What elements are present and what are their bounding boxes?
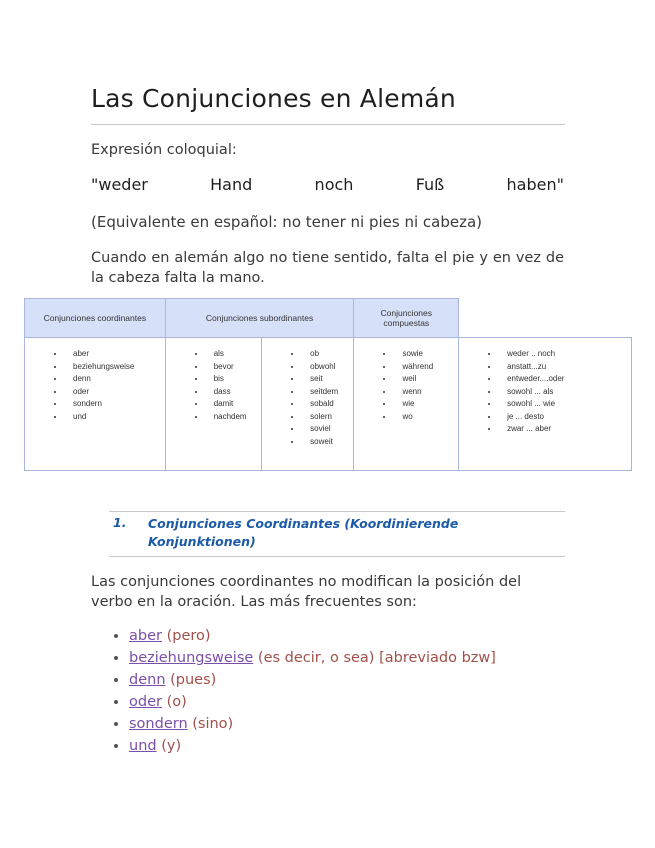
conjunction-link[interactable]: sondern (129, 716, 188, 732)
expression-word: Hand (210, 175, 253, 194)
list-item (129, 691, 496, 713)
conjunction-item: • denn (65, 373, 165, 386)
list-item (129, 625, 496, 647)
list-item (129, 669, 496, 691)
translation-text: (pues) (170, 672, 217, 688)
section-divider-top (109, 511, 565, 512)
conjunction-item: • anstatt...zu (499, 361, 631, 374)
conjunction-item: • nachdem (206, 411, 261, 424)
conjunction-item: • aber (65, 348, 165, 361)
conjunction-item: • sondern (65, 398, 165, 411)
conjunction-item: • wie (394, 398, 458, 411)
conjunction-item: • sowohl ... wie (499, 398, 631, 411)
translation-text: (o) (166, 694, 187, 710)
section-intro: Las conjunciones coordinantes no modifican la posición del verbo en la oración. Las más frecuentes son: (91, 574, 522, 610)
translation-text: (es decir, o sea) [abreviado bzw] (257, 650, 496, 666)
section-divider-bottom (109, 556, 565, 557)
table-cell-subordinating-2 (262, 338, 354, 471)
conjunction-link[interactable]: denn (129, 672, 166, 688)
conjunction-link[interactable]: aber (129, 628, 162, 644)
conjunction-item: • sowie (394, 348, 458, 361)
explanation-text: Cuando en alemán algo no tiene sentido, falta el pie y en vez de la cabeza falta la mano. (91, 250, 564, 286)
table-cell-compound-2 (459, 338, 632, 471)
table-cell-coordinating (25, 338, 166, 471)
conjunction-link[interactable]: oder (129, 694, 162, 710)
translation-text: (pero) (166, 628, 211, 644)
expression-word: "weder (91, 175, 148, 194)
title-divider (91, 124, 565, 125)
expression-word: Fuß (415, 175, 445, 194)
conjunction-item: • obwohl (302, 361, 353, 374)
conjunction-item: • wenn (394, 386, 458, 399)
conjunction-item: • weder .. noch (499, 348, 631, 361)
header-compound: Conjunciones compuestas (354, 299, 459, 338)
conjunction-item: • seitdem (302, 386, 353, 399)
expression-word: haben" (506, 175, 564, 194)
table-cell-compound-1 (354, 338, 459, 471)
coordinating-list (110, 625, 496, 757)
conjunction-item: • damit (206, 398, 261, 411)
conjunction-item: • ob (302, 348, 353, 361)
conjunction-item: • bis (206, 373, 261, 386)
conjunction-link[interactable]: und (129, 738, 157, 754)
expression (91, 175, 564, 194)
header-coordinating: Conjunciones coordinantes (25, 299, 166, 338)
conjunction-item: • zwar ... aber (499, 423, 631, 436)
equivalent-text: (Equivalente en español: no tener ni pies ni cabeza) (91, 213, 483, 231)
translation-text: (y) (161, 738, 182, 754)
conjunction-item: • sobald (302, 398, 353, 411)
list-item (129, 647, 496, 669)
conjunction-item: • oder (65, 386, 165, 399)
header-subordinating: Conjunciones subordinantes (165, 299, 354, 338)
conjunction-item: • seit (302, 373, 353, 386)
expression-word: noch (314, 175, 354, 194)
list-item (129, 713, 496, 735)
conjunction-item: • während (394, 361, 458, 374)
conjunction-item: • dass (206, 386, 261, 399)
intro-label: Expresión coloquial: (91, 142, 237, 158)
conjunction-item: • je ... desto (499, 411, 631, 424)
conjunction-item: • soweit (302, 436, 353, 449)
section-title: Conjunciones Coordinantes (Koordinierende Konjunktionen) (148, 516, 459, 549)
conjunction-item: • bevor (206, 361, 261, 374)
conjunction-item: • beziehungsweise (65, 361, 165, 374)
section-number: 1. (113, 515, 127, 530)
conjunction-item: • soviel (302, 423, 353, 436)
header-empty (459, 299, 632, 338)
conjunction-item: • sowohl ... als (499, 386, 631, 399)
list-item (129, 735, 496, 757)
conjunction-item: • solern (302, 411, 353, 424)
translation-text: (sino) (192, 716, 234, 732)
conjunction-item: • und (65, 411, 165, 424)
conjunction-item: • entweder....oder (499, 373, 631, 386)
conjunction-item: • weil (394, 373, 458, 386)
conjunctions-table (24, 298, 632, 471)
conjunction-item: • wo (394, 411, 458, 424)
conjunction-item: • als (206, 348, 261, 361)
conjunction-link[interactable]: beziehungsweise (129, 650, 254, 666)
table-cell-subordinating-1 (165, 338, 261, 471)
page-title: Las Conjunciones en Alemán (91, 84, 456, 113)
